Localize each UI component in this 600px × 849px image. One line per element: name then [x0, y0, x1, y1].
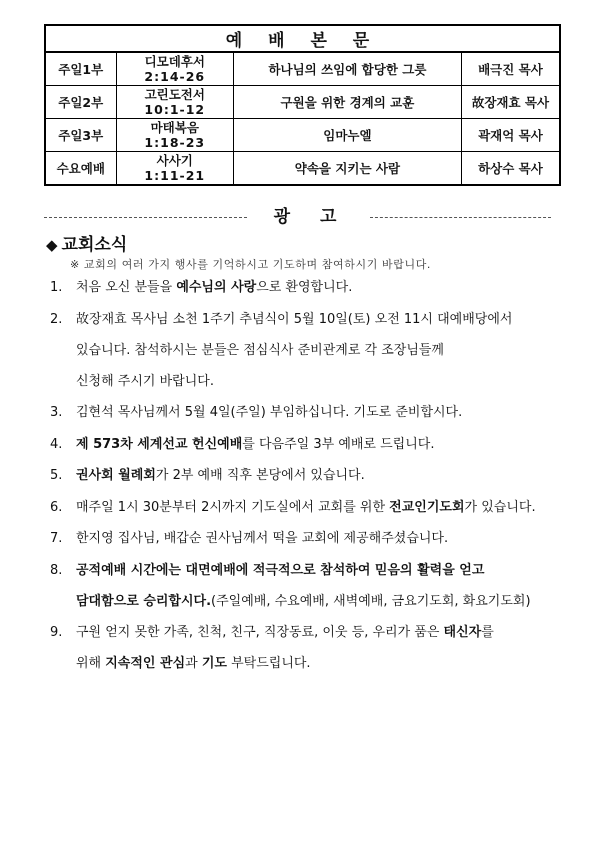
- preacher-name: 故장재효 목사: [461, 86, 560, 119]
- sermon-topic: 구원을 위한 경계의 교훈: [234, 86, 462, 119]
- emphasis-text: 제 573차 세계선교 헌신예배: [76, 436, 243, 452]
- announcement-heading: 광 고: [273, 207, 349, 227]
- item-number: 1.: [50, 280, 63, 295]
- item-text-line: [76, 500, 536, 516]
- scripture-book: 디모데후서: [144, 54, 205, 69]
- item-text: 故장재효 목사님 소천 1주기 추념식이 5월 10일(토) 오전 11시 대예배당에서: [76, 311, 513, 327]
- emphasis-text: 권사회 월례회: [76, 468, 156, 483]
- table-row: [45, 119, 560, 152]
- item-text: 위해: [76, 656, 106, 671]
- scripture-reference: [116, 52, 234, 86]
- item-text-line: [76, 656, 311, 672]
- item-text-line: [76, 531, 448, 547]
- item-text: 를: [481, 625, 494, 640]
- item-number: 7.: [50, 531, 63, 546]
- item-text-line: [76, 374, 214, 390]
- emphasis-text: 예수님의 사랑: [176, 280, 257, 295]
- service-name: 주일2부: [45, 86, 116, 119]
- item-text-line: [76, 468, 365, 484]
- item-text: 처음 오신 분들을: [76, 280, 177, 295]
- table-row: [45, 86, 560, 119]
- item-text: 있습니다. 참석하시는 분들은 점심식사 준비관계로 각 조장님들께: [76, 342, 444, 358]
- sermon-topic: 약속을 지키는 사람: [234, 152, 462, 186]
- service-name: 주일1부: [45, 52, 116, 86]
- item-text-line: [76, 343, 444, 359]
- item-number: 3.: [50, 405, 63, 420]
- emphasis-text: 기도: [201, 656, 227, 671]
- sermon-topic: 임마누엘: [234, 119, 462, 152]
- item-text: 신청해 주시기 바랍니다.: [76, 373, 214, 389]
- scripture-reference: [116, 119, 234, 152]
- item-text: 으로 환영합니다.: [256, 280, 353, 295]
- item-number: 8.: [50, 562, 63, 578]
- scripture-verse: 1:11-21: [144, 168, 206, 183]
- table-row: [45, 152, 560, 186]
- item-text: 매주일 1시 30분부터 2시까지 기도실에서 교회를 위한: [76, 499, 390, 515]
- sermon-table-title: 예 배 본 문: [45, 25, 560, 52]
- scripture-book: 마태복음: [150, 120, 199, 135]
- item-text: 부탁드립니다.: [226, 656, 311, 671]
- scripture-verse: 10:1-12: [144, 102, 206, 117]
- item-text: 구원 얻지 못한 가족, 친척, 친구, 직장동료, 이웃 등, 우리가 품은: [76, 625, 444, 640]
- item-number: 5.: [50, 468, 63, 483]
- item-text-line: [76, 405, 462, 421]
- item-number: 9.: [50, 625, 63, 640]
- item-text-line: [76, 437, 434, 453]
- item-text: 김현석 목사님께서 5월 4일(주일) 부임하십니다. 기도로 준비합시다.: [76, 405, 463, 420]
- service-name: 주일3부: [45, 119, 116, 152]
- emphasis-text: 태신자: [443, 625, 482, 640]
- scripture-verse: 2:14-26: [144, 69, 206, 84]
- diamond-bullet-icon: ◆: [46, 236, 58, 254]
- emphasis-text: 공적예배 시간에는 대면예배에 적극적으로 참석하여 믿음의 활력을 얻고: [76, 562, 485, 578]
- item-text-line: [76, 312, 512, 328]
- item-text-line: [76, 563, 484, 579]
- table-row: [45, 52, 560, 86]
- item-number: 2.: [50, 311, 63, 327]
- section-title-text: 교회소식: [61, 235, 128, 255]
- dashed-rule: [370, 217, 551, 218]
- emphasis-text: 전교인기도회: [389, 499, 465, 515]
- item-text: 가 2부 예배 직후 본당에서 있습니다.: [155, 468, 365, 483]
- dashed-rule: [44, 217, 247, 218]
- item-text: 한지영 집사님, 배갑순 권사님께서 떡을 교회에 제공해주셨습니다.: [76, 531, 449, 546]
- item-text: 를 다음주일 3부 예배로 드립니다.: [242, 436, 435, 452]
- emphasis-text: 담대함으로 승리합시다.: [76, 593, 212, 609]
- scripture-reference: [116, 152, 234, 186]
- scripture-book: 사사기: [156, 153, 193, 168]
- item-text: 과: [185, 656, 202, 671]
- item-text-line: [76, 594, 531, 610]
- announcement-divider: [44, 207, 551, 227]
- item-number: 6.: [50, 499, 63, 515]
- section-title: [46, 230, 127, 255]
- scripture-verse: 1:18-23: [144, 135, 206, 150]
- preacher-name: 곽재억 목사: [461, 119, 560, 152]
- sermon-table: [44, 24, 561, 186]
- scripture-book: 고린도전서: [144, 87, 205, 102]
- sermon-topic: 하나님의 쓰임에 합당한 그릇: [234, 52, 462, 86]
- item-text: 가 있습니다.: [464, 499, 536, 515]
- preacher-name: 배극진 목사: [461, 52, 560, 86]
- item-text-line: [76, 625, 494, 641]
- emphasis-text: 지속적인 관심: [105, 656, 186, 671]
- scripture-reference: [116, 86, 234, 119]
- item-number: 4.: [50, 436, 63, 452]
- notice-text: ※ 교회의 여러 가지 행사를 기억하시고 기도하며 참여하시기 바랍니다.: [70, 258, 432, 271]
- service-name: 수요예배: [45, 152, 116, 186]
- item-text-line: [76, 280, 352, 296]
- preacher-name: 하상수 목사: [461, 152, 560, 186]
- item-text: (주일예배, 수요예배, 새벽예배, 금요기도회, 화요기도회): [211, 593, 531, 609]
